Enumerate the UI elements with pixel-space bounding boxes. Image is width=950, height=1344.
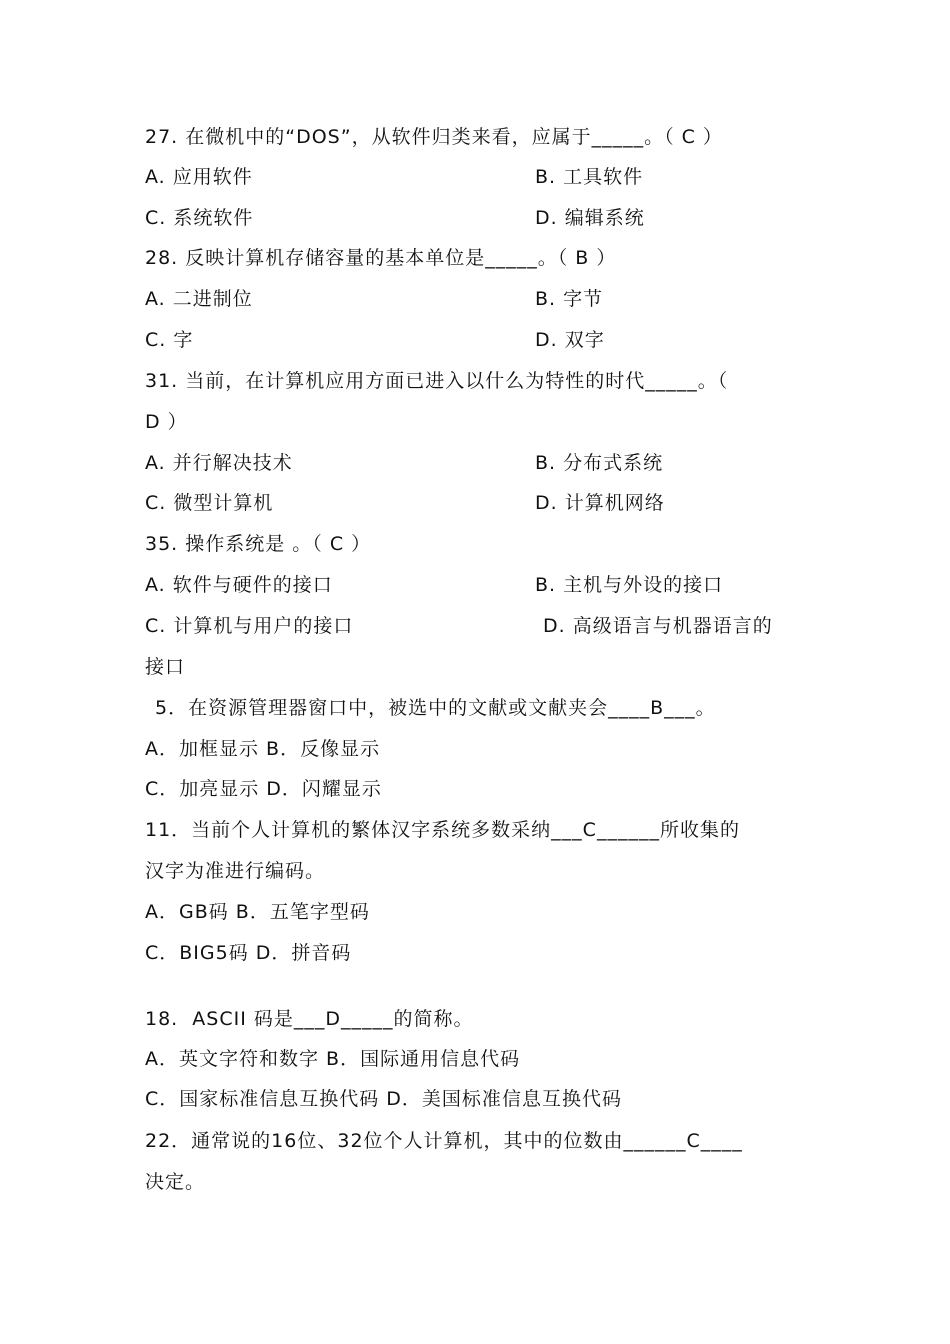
question-28-option-c: C. 字 [145,329,194,351]
question-35-option-d-line1: D. 高级语言与机器语言的 [543,615,773,637]
question-18-options-ab: A．英文字符和数字 B．国际通用信息代码 [145,1048,521,1070]
question-27-option-d: D. 编辑系统 [535,207,645,229]
question-31-option-d: D. 计算机网络 [535,492,665,514]
question-35-option-d-line2: 接口 [145,656,186,678]
question-11-stem-line2: 汉字为准进行编码。 [145,860,326,882]
question-22-stem-line2: 决定。 [145,1171,206,1193]
question-18-options-cd: C．国家标准信息互换代码 D．美国标准信息互换代码 [145,1088,622,1110]
question-35-option-b: B. 主机与外设的接口 [535,574,724,596]
question-35-stem: 35. 操作系统是 。（ C ） [145,533,372,555]
question-35-option-a: A. 软件与硬件的接口 [145,574,333,596]
question-35-option-c: C. 计算机与用户的接口 [145,615,354,637]
question-31-option-a: A. 并行解决技术 [145,452,293,474]
question-27-option-c: C. 系统软件 [145,207,254,229]
question-31-stem-line1: 31. 当前，在计算机应用方面已进入以什么为特性的时代_____。（ [145,370,729,392]
question-5-options-ab: A．加框显示 B．反像显示 [145,738,381,760]
question-27-option-a: A. 应用软件 [145,166,253,188]
question-11-options-ab: A．GB码 B．五笔字型码 [145,901,370,923]
question-28-option-b: B. 字节 [535,288,604,310]
question-31-option-b: B. 分布式系统 [535,452,664,474]
question-28-stem: 28. 反映计算机存储容量的基本单位是_____。（ B ） [145,247,617,269]
question-11-options-cd: C．BIG5码 D．拼音码 [145,942,352,964]
question-31-stem-line2: D ） [145,411,188,433]
question-31-option-c: C. 微型计算机 [145,492,274,514]
question-5-stem: 5．在资源管理器窗口中，被选中的文献或文献夹会____B___。 [155,697,716,719]
question-27-option-b: B. 工具软件 [535,166,644,188]
question-5-options-cd: C．加亮显示 D．闪耀显示 [145,778,382,800]
question-11-stem-line1: 11．当前个人计算机的繁体汉字系统多数采纳___C______所收集的 [145,819,740,841]
question-28-option-a: A. 二进制位 [145,288,253,310]
question-22-stem-line1: 22．通常说的16位、32位个人计算机，其中的位数由______C____ [145,1130,743,1152]
question-27-stem: 27. 在微机中的“DOS”，从软件归类来看，应属于_____。（ C ） [145,126,723,148]
question-18-stem: 18. ASCII 码是___D_____的简称。 [145,1008,474,1030]
question-28-option-d: D. 双字 [535,329,605,351]
